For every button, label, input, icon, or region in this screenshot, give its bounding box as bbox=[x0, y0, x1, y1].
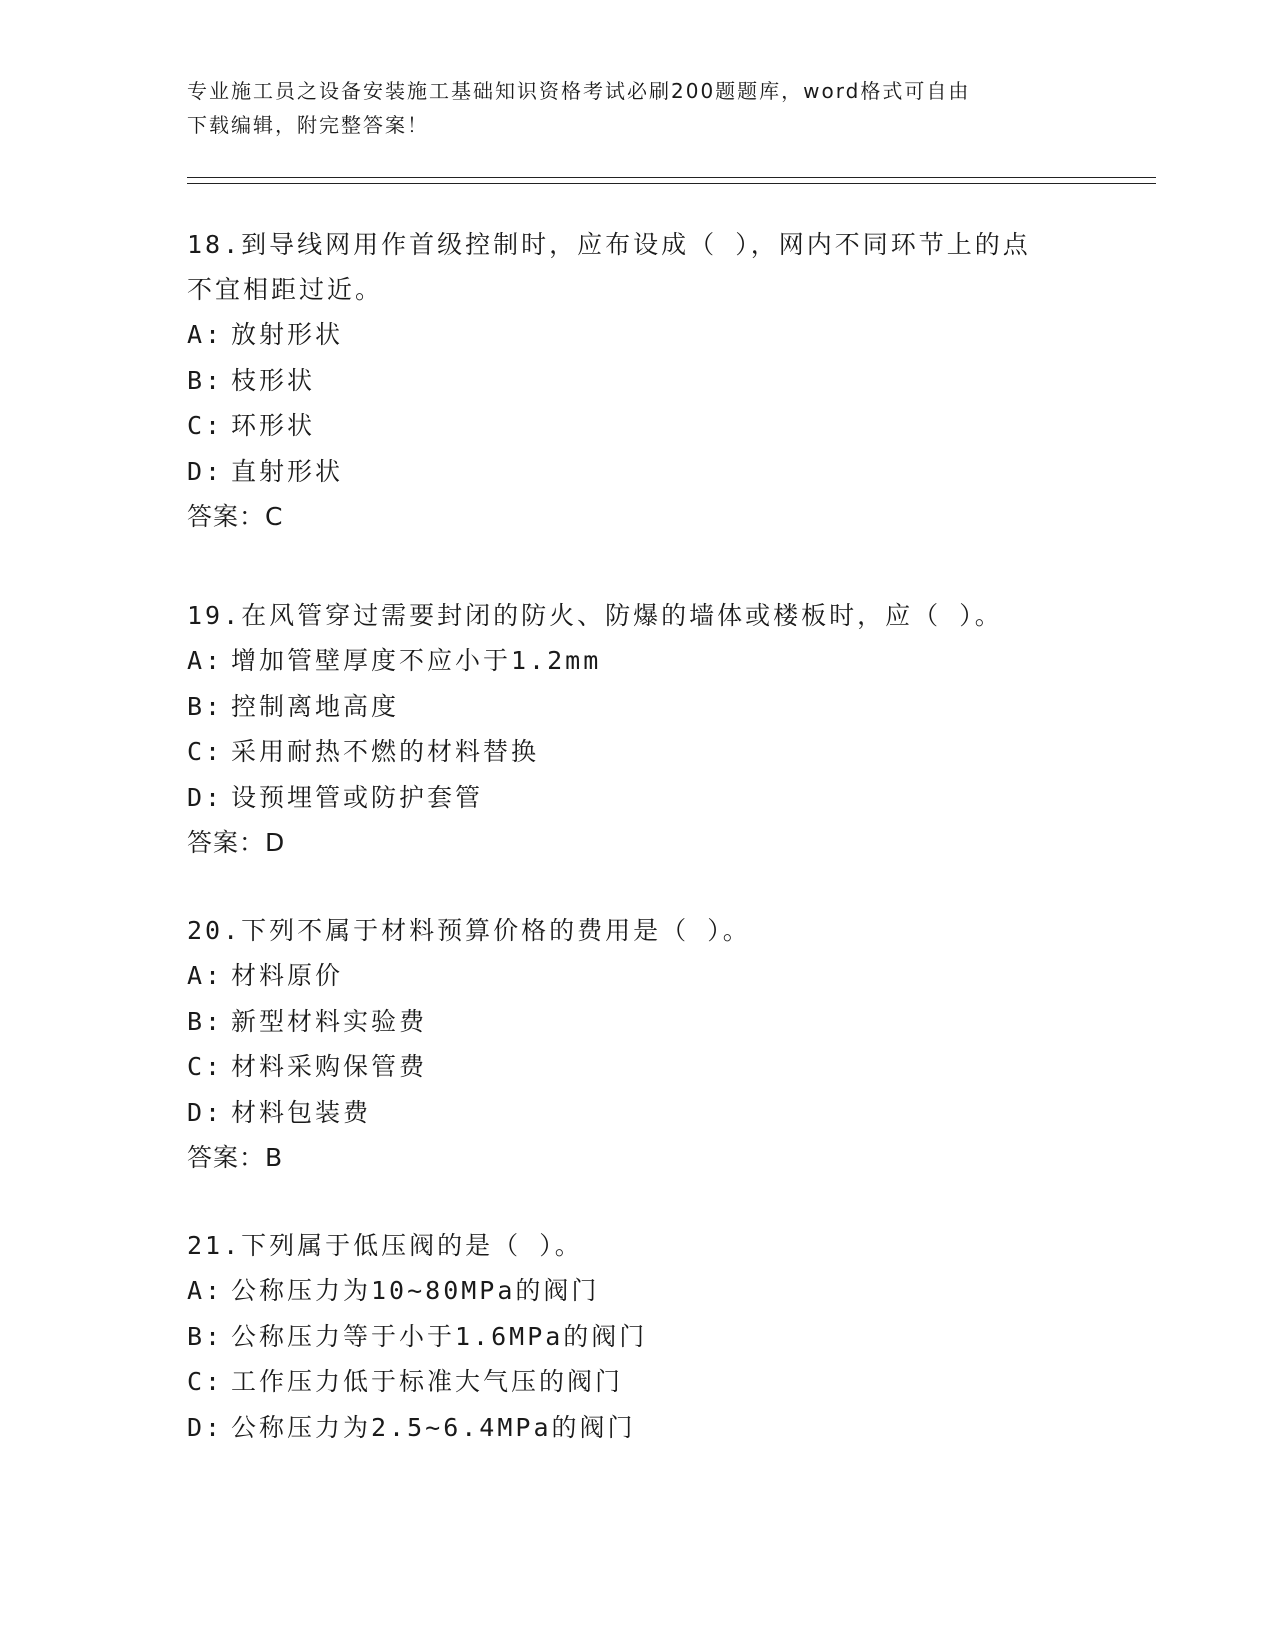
option-label: C: bbox=[187, 737, 224, 766]
question-19 bbox=[187, 593, 1087, 866]
option-d bbox=[187, 775, 1087, 821]
option-label: A: bbox=[187, 320, 224, 349]
option-d bbox=[187, 1090, 1087, 1136]
option-label: B: bbox=[187, 1006, 224, 1036]
option-label: B: bbox=[187, 365, 224, 395]
option-a bbox=[187, 1268, 1087, 1314]
option-label: B: bbox=[187, 1321, 224, 1351]
option-label: C: bbox=[187, 1052, 224, 1081]
option-text: 设预埋管或防护套管 bbox=[231, 782, 484, 812]
question-stem-line: 20.下列不属于材料预算价格的费用是（ ）。 bbox=[187, 916, 751, 945]
header-line-1: 专业施工员之设备安装施工基础知识资格考试必刷200题题库，word格式可自由 bbox=[187, 79, 971, 103]
option-text: 公称压力等于小于1.6MPa的阀门 bbox=[231, 1321, 648, 1351]
option-label: A: bbox=[187, 1276, 224, 1305]
option-label: D: bbox=[187, 1097, 224, 1127]
document-header bbox=[187, 74, 1087, 142]
option-a bbox=[187, 312, 1087, 358]
question-18 bbox=[187, 222, 1087, 540]
option-label: A: bbox=[187, 961, 224, 990]
option-c bbox=[187, 1044, 1087, 1090]
option-text: 控制离地高度 bbox=[231, 691, 400, 721]
option-label: D: bbox=[187, 1412, 224, 1442]
option-c bbox=[187, 403, 1087, 449]
option-label: A: bbox=[187, 646, 224, 675]
answer: 答案：C bbox=[187, 502, 284, 531]
option-text: 公称压力为10~80MPa的阀门 bbox=[231, 1276, 600, 1305]
question-stem-line: 18.到导线网用作首级控制时，应布设成（ ），网内不同环节上的点 bbox=[187, 230, 1031, 259]
option-text: 放射形状 bbox=[231, 320, 344, 349]
option-text: 材料包装费 bbox=[231, 1097, 372, 1127]
option-text: 公称压力为2.5~6.4MPa的阀门 bbox=[231, 1412, 636, 1442]
header-line-2: 下载编辑，附完整答案！ bbox=[187, 113, 429, 137]
question-stem-line: 21.下列属于低压阀的是（ ）。 bbox=[187, 1231, 583, 1260]
option-text: 材料原价 bbox=[231, 961, 344, 990]
option-text: 直射形状 bbox=[231, 456, 344, 486]
option-text: 采用耐热不燃的材料替换 bbox=[231, 737, 540, 766]
option-label: C: bbox=[187, 411, 224, 440]
option-label: D: bbox=[187, 782, 224, 812]
option-c bbox=[187, 1359, 1087, 1405]
option-b bbox=[187, 684, 1087, 730]
option-text: 环形状 bbox=[231, 411, 316, 440]
header-divider-bottom bbox=[187, 183, 1156, 184]
option-d bbox=[187, 1405, 1087, 1451]
option-b bbox=[187, 1314, 1087, 1360]
question-21 bbox=[187, 1223, 1087, 1450]
option-label: B: bbox=[187, 691, 224, 721]
question-stem-line: 不宜相距过近。 bbox=[187, 275, 384, 304]
option-label: D: bbox=[187, 456, 224, 486]
option-b bbox=[187, 358, 1087, 404]
question-20 bbox=[187, 908, 1087, 1181]
header-divider-top bbox=[187, 177, 1156, 178]
option-text: 增加管壁厚度不应小于1.2mm bbox=[231, 646, 602, 675]
option-text: 新型材料实验费 bbox=[231, 1006, 428, 1036]
answer: 答案：B bbox=[187, 1143, 284, 1172]
question-stem-line: 19.在风管穿过需要封闭的防火、防爆的墙体或楼板时，应（ ）。 bbox=[187, 601, 1003, 630]
option-a bbox=[187, 638, 1087, 684]
option-a bbox=[187, 953, 1087, 999]
option-b bbox=[187, 999, 1087, 1045]
option-c bbox=[187, 729, 1087, 775]
answer: 答案：D bbox=[187, 828, 286, 857]
option-d bbox=[187, 449, 1087, 495]
option-label: C: bbox=[187, 1367, 224, 1396]
option-text: 材料采购保管费 bbox=[231, 1052, 428, 1081]
option-text: 工作压力低于标准大气压的阀门 bbox=[231, 1367, 624, 1396]
option-text: 枝形状 bbox=[231, 365, 316, 395]
